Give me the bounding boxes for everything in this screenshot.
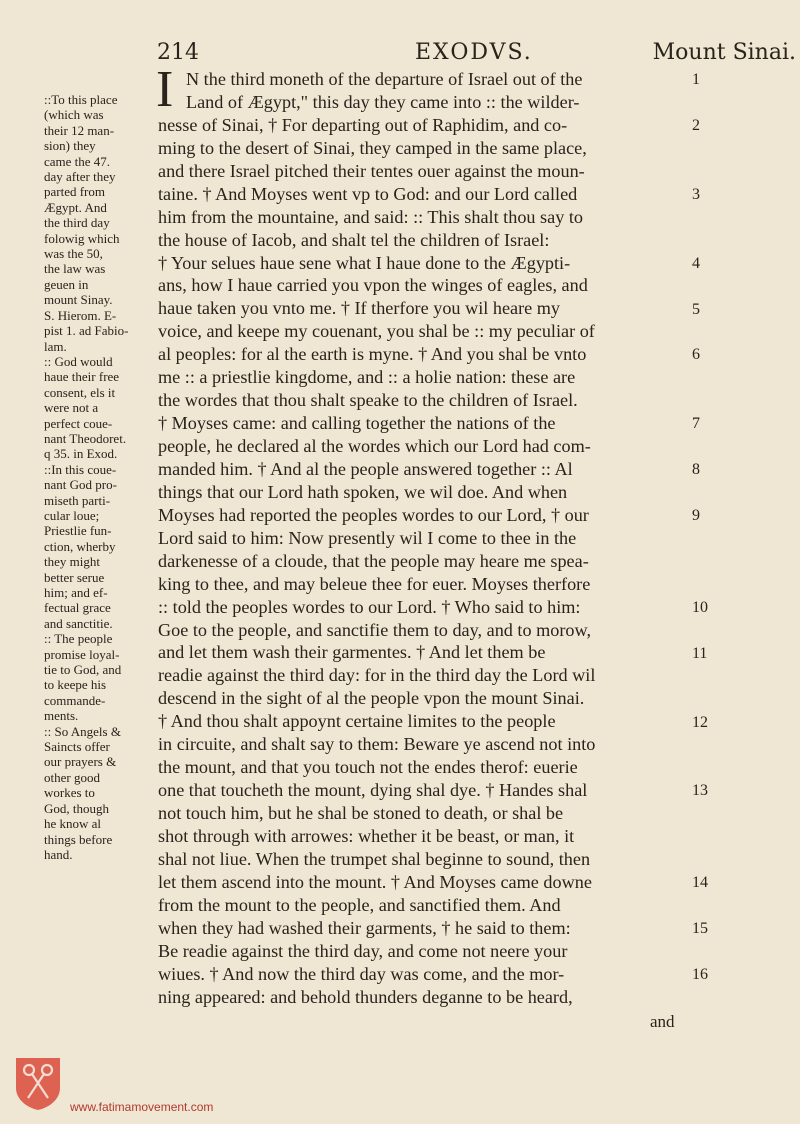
text-line: taine. † And Moyses went vp to God: and our Lord called [158,183,578,204]
margin-note-line: Ægypt. And [44,199,107,215]
text-line: † Your selues haue sene what I haue done to the Ægypti- [158,252,571,273]
verse-number: 4 [692,254,700,272]
text-line: ans, how I haue carried you vpon the winges of eagles, and [158,275,588,296]
margin-note-line: better serue [44,569,105,585]
margin-note-line: sion) they [44,138,96,154]
margin-note-line: cular loue; [44,507,100,523]
text-line: nesse of Sinai, † For departing out of Raphidim, and co- [158,114,568,135]
verse-number: 6 [692,346,700,364]
margin-notes [44,92,158,862]
verse-number: 15 [692,920,708,938]
page-number: 214 [157,40,199,65]
margin-note-line: their 12 man- [44,122,115,138]
text-line: Lord said to him: Now presently wil I come to thee in the [158,527,577,548]
verse-number: 2 [692,116,700,134]
margin-note-line: him; and ef- [44,585,108,600]
margin-note-line: commande- [44,692,106,708]
margin-note-line: tie to God, and [44,662,122,678]
verse-number: 13 [692,782,708,800]
text-line: him from the mountaine, and said: :: This shalt thou say to [158,206,583,227]
text-line: Land of Ægypt," this day they came into :: the wilder- [186,91,580,112]
text-line: al peoples: for al the earth is myne. † And you shal be vnto [158,344,587,365]
text-line: manded him. † And al the people answered together :: Al [158,458,573,479]
margin-note-line: fectual grace [44,600,111,616]
text-line: voice, and keepe my couenant, you shal be :: my peculiar of [158,321,595,342]
margin-note-line: pist 1. ad Fabio- [44,323,129,339]
text-line: ning appeared: and behold thunders deganne to be heard, [158,986,573,1007]
margin-note-line: to keepe his [44,677,107,693]
text-line: † Moyses came: and calling together the nations of the [158,413,556,434]
catchword: and [650,1012,675,1031]
margin-note-line: things before [44,831,113,847]
verse-number: 8 [692,461,700,479]
text-line: Be readie against the third day, and come not neere your [158,940,568,961]
margin-note-line: S. Hierom. E- [44,307,117,323]
text-line: and let them wash their garmentes. † And let them be [158,642,546,663]
margin-note-line: promise loyal- [44,646,120,662]
page-header [0,40,800,70]
text-line: one that toucheth the mount, dying shal dye. † Handes shal [158,780,588,801]
margin-note-line: :: So Angels & [44,723,121,739]
margin-note-line: perfect coue- [44,415,113,431]
margin-note-line: haue their free [44,369,120,385]
text-line: when they had washed their garments, † he said to them: [158,917,571,938]
margin-note-line: were not a [44,400,99,416]
text-line: wiues. † And now the third day was come, and the mor- [158,963,565,984]
verse-number: 12 [692,713,708,731]
margin-note-line: miseth parti- [44,492,111,508]
text-line: people, he declared al the wordes which our Lord had com- [158,436,591,456]
margin-note-line: Saincts offer [44,739,110,755]
verse-number: 9 [692,507,700,525]
margin-note-line: (which was [44,107,104,123]
text-line: ming to the desert of Sinai, they camped in the same place, [158,137,587,158]
margin-note-line: came the 47. [44,153,111,169]
margin-note-line: the third day [44,215,110,231]
margin-note-line: they might [44,554,100,570]
running-head: Mount Sinai. [652,40,796,65]
verse-number: 14 [692,874,708,892]
text-line: the wordes that thou shalt speake to the children of Israel. [158,390,578,411]
margin-note-line: ction, wherby [44,538,116,554]
text-line: the house of Iacob, and shalt tel the children of Israel: [158,229,550,250]
margin-note-line: God, though [44,800,109,816]
margin-note-line: geuen in [44,276,89,292]
margin-note-line: :: The people [44,631,113,647]
margin-note-line: Priestlie fun- [44,523,112,539]
text-line: N the third moneth of the departure of Israel out of the [186,69,583,89]
text-line: :: told the peoples wordes to our Lord. † Who said to him: [158,596,581,617]
book-title: EXODVS. [415,40,533,65]
text-line: in circuite, and shalt say to them: Beware ye ascend not into [158,734,596,755]
drop-cap: I [156,61,174,118]
text-line: shal not liue. When the trumpet shal beginne to sound, then [158,848,591,869]
papal-keys-crest-icon [12,1054,64,1112]
text-line: haue taken you vnto me. † If therfore you wil heare my [158,298,561,319]
text-line: shot through with arrowes: whether it be beast, or man, it [158,825,575,846]
margin-note-line: :: God would [44,353,113,369]
text-line: from the mount to the people, and sanctified them. And [158,894,561,915]
verse-number: 3 [692,185,700,203]
margin-note-line: nant Theodoret. [44,430,127,446]
margin-note-line: ::To this place [44,92,118,107]
text-line: me :: a priestlie kingdome, and :: a holie nation: these are [158,367,576,388]
margin-note-line: hand. [44,846,73,862]
text-line: not touch him, but he shal be stoned to death, or shal be [158,803,564,823]
text-line: darkenesse of a cloude, that the people may heare me spea- [158,550,589,571]
verse-number: 5 [692,300,700,318]
margin-note-line: mount Sinay. [44,292,113,308]
verse-number: 10 [692,598,708,616]
main-text [158,68,688,1008]
text-line: king to thee, and may beleue thee for euer. Moyses therfore [158,573,591,594]
text-line: † And thou shalt appoynt certaine limites to the people [158,711,556,732]
text-line: and there Israel pitched their tentes ouer against the moun- [158,160,585,181]
verse-number: 7 [692,415,700,433]
margin-note-line: parted from [44,184,106,200]
text-line: let them ascend into the mount. † And Moyses came downe [158,871,592,892]
margin-note-line: was the 50, [44,246,103,262]
margin-note-line: other good [44,769,100,785]
margin-note-line: the law was [44,261,106,277]
text-line: Moyses had reported the peoples wordes to our Lord, † our [158,504,589,525]
text-line: the mount, and that you touch not the endes therof: euerie [158,757,578,778]
text-line: Goe to the people, and sanctifie them to day, and to morow, [158,619,592,640]
text-line: things that our Lord hath spoken, we wil doe. And when [158,481,568,502]
margin-note-line: ::In this coue- [44,461,117,477]
margin-note-line: consent, els it [44,384,116,400]
text-line: readie against the third day: for in the third day the Lord wil [158,665,596,686]
margin-note-line: he know al [44,816,102,832]
margin-note-line: day after they [44,169,116,185]
margin-note-line: lam. [44,338,67,354]
text-line: descend in the sight of al the people vpon the mount Sinai. [158,688,585,709]
verse-number: 11 [692,644,708,662]
footer-url[interactable]: www.fatimamovement.com [70,1100,214,1114]
verse-number: 16 [692,966,708,984]
margin-note-line: folowig which [44,230,120,246]
margin-note-line: ments. [44,708,79,724]
verse-number: 1 [692,71,700,88]
margin-note-line: workes to [44,785,95,801]
margin-note-line: nant God pro- [44,477,117,493]
margin-note-line: our prayers & [44,754,117,770]
margin-note-line: and sanctitie. [44,615,113,631]
margin-note-line: q 35. in Exod. [44,446,118,462]
